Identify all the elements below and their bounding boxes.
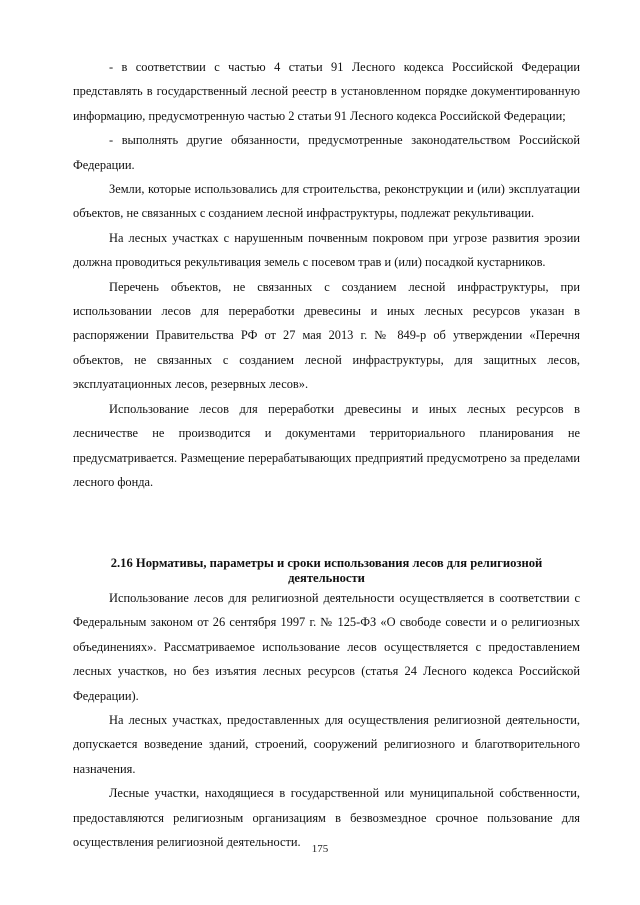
body-text-top — [73, 55, 580, 494]
paragraph-religious-use: Использование лесов для религиозной деятельности осуществляется в соответствии с Федеральным законом от 26 сентября 1997 г. № 125-ФЗ «О свободе совести и о религиозных объединениях». Рассматриваемое использование лесов осуществляется с предоставлением лесных участков, но без изъятия лесных ресурсов (статья 24 Лесного кодекса Российской Федерации). — [73, 591, 580, 703]
section-heading: 2.16 Нормативы, параметры и сроки использования лесов для религиозной деятельности — [110, 556, 543, 585]
section-heading-block — [73, 556, 580, 586]
paragraph-registry-duty: - в соответствии с частью 4 статьи 91 Лесного кодекса Российской Федерации представлять в государственный лесной реестр в установленном порядке документированную информацию, предусмотренную частью 2 статьи 91 Лесного кодекса Российской Федерации; — [73, 60, 580, 123]
paragraph-other-duties: - выполнять другие обязанности, предусмотренные законодательством Российской Федерации. — [73, 133, 580, 172]
paragraph-erosion: На лесных участках с нарушенным почвенным покровом при угрозе развития эрозии должна проводиться рекультивация земель с посевом трав и (или) посадкой кустарников. — [73, 230, 580, 270]
page-number: 175 — [311, 843, 329, 855]
body-text-bottom — [73, 586, 580, 854]
paragraph-land-recultivation: Земли, которые использовались для строительства, реконструкции и (или) эксплуатации объектов, не связанных с созданием лесной инфраструктуры, подлежат рекультивации. — [73, 182, 580, 221]
paragraph-free-use: Лесные участки, находящиеся в государственной или муниципальной собственности, предоставляются религиозным организациям в безвозмездное срочное пользование для осуществления религиозной деятельности. — [73, 786, 580, 850]
paragraph-objects-list: Перечень объектов, не связанных с созданием лесной инфраструктуры, при использовании лесов для переработки древесины и иных лесных ресурсов указан в распоряжении Правительства РФ от 27 мая 2013 г. № 849-р об утверждении «Перечня объектов, не связанных с созданием лесной инфраструктуры, для защитных лесов, эксплуатационных лесов, резервных лесов». — [73, 279, 580, 392]
paragraph-buildings: На лесных участках, предоставленных для осуществления религиозной деятельности, допускается возведение зданий, строений, сооружений религиозного и благотворительного назначения. — [73, 713, 580, 776]
paragraph-processing: Использование лесов для переработки древесины и иных лесных ресурсов в лесничестве не производится и документами территориального планирования не предусматривается. Размещение перерабатывающих предприятий предусмотрено за пределами лесного фонда. — [73, 401, 580, 489]
